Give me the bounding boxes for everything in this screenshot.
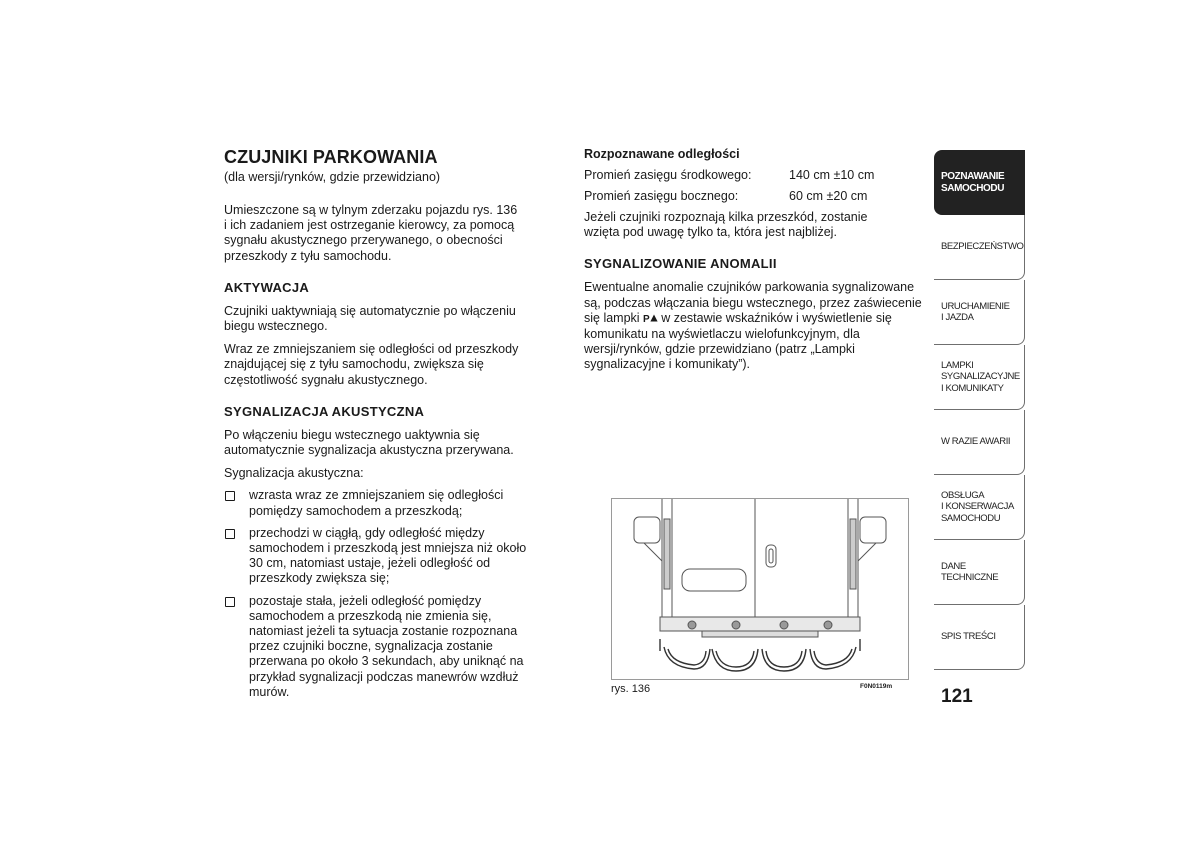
list-item: przechodzi w ciągłą, gdy odległość między samochodem i przeszkodą jest mniejsza niż około 30 cm, natomiast ustaje, jeżeli odległość od przeszkody zwiększa się; — [224, 526, 554, 587]
tab-obsluga-i-konserwacja[interactable]: OBSŁUGA I KONSERWACJA SAMOCHODU — [934, 475, 1025, 540]
acoustic-bullet-list — [224, 488, 554, 700]
list-item: wzrasta wraz ze zmniejszaniem się odległości pomiędzy samochodem a przeszkodą; — [224, 488, 554, 518]
page-subtitle: (dla wersji/rynków, gdzie przewidziano) — [224, 170, 441, 184]
list-item: pozostaje stała, jeżeli odległość pomiędzy samochodem a przeszkodą nie zmienia się, natomiast jeżeli ta sytuacja zostanie rozpoznana przez czujniki boczne, sygnalizacja zostanie przerwana po około 3 sekundach, aby uniknąć na przykład sygnalizacji podczas manewrów wzdłuż murów. — [224, 594, 554, 700]
tab-lampki-sygnalizacyjne[interactable]: LAMPKI SYGNALIZACYJNE I KOMUNIKATY — [934, 345, 1025, 410]
chapter-tab-bar — [934, 150, 1025, 670]
activation-paragraph-1: Czujniki uaktywniają się automatycznie po włączeniu biegu wstecznego. — [224, 303, 516, 334]
anomalies-paragraph: Ewentualne anomalie czujników parkowania sygnalizowane są, podczas włączania biegu wstecznego, przez zaświecenie się lampki P w zestawie wskaźników i wyświetlenie się komunikatu na wyświetlaczu wielofunkcyjnym, dla wersji/rynków, gdzie przewidziano (patrz „Lampki sygnalizacyjne i komunikaty”). — [584, 280, 922, 372]
checkbox-square-icon — [225, 597, 235, 607]
activation-heading: AKTYWACJA — [224, 279, 310, 295]
distances-note: Jeżeli czujniki rozpoznają kilka przeszkód, zostanie wzięta pod uwagę tylko ta, która jest najbliżej. — [584, 210, 868, 240]
checkbox-square-icon — [225, 491, 235, 501]
distance-row: Promień zasięgu środkowego: 140 cm ±10 cm — [584, 168, 875, 182]
acoustic-paragraph-1: Po włączeniu biegu wstecznego uaktywnia się automatycznie sygnalizacja akustyczna przerywana. — [224, 427, 514, 458]
van-rear-illustration — [611, 498, 909, 680]
tab-bezpieczenstwo[interactable]: BEZPIECZEŃSTWO — [934, 215, 1025, 280]
tab-uruchamienie-i-jazda[interactable]: URUCHAMIENIE I JAZDA — [934, 280, 1025, 345]
distance-row: Promień zasięgu bocznego: 60 cm ±20 cm — [584, 189, 868, 203]
tab-spis-tresci[interactable]: SPIS TREŚCI — [934, 605, 1025, 670]
distances-heading: Rozpoznawane odległości — [584, 147, 740, 161]
parking-sensor-warning-icon: P — [643, 312, 658, 327]
middle-column — [584, 146, 924, 373]
tab-poznawanie-samochodu[interactable]: POZNAWANIE SAMOCHODU — [934, 150, 1025, 215]
activation-paragraph-2: Wraz ze zmniejszaniem się odległości od przeszkody znajdującej się z tyłu samochodu, zwiększa się częstotliwość sygnału akustycznego. — [224, 342, 519, 387]
left-column — [224, 146, 554, 700]
acoustic-paragraph-2: Sygnalizacja akustyczna: — [224, 466, 364, 481]
anomalies-heading: SYGNALIZOWANIE ANOMALII — [584, 256, 777, 272]
figure-code: F0N0119m — [860, 683, 893, 690]
page-title: CZUJNIKI PARKOWANIA — [224, 147, 438, 167]
van-rear-sensors-drawing — [612, 499, 908, 679]
intro-paragraph: Umieszczone są w tylnym zderzaku pojazdu rys. 136 i ich zadaniem jest ostrzeganie kierowcy, za pomocą sygnału akustycznego przerywanego, o obecności przeszkody z tyłu samochodu. — [224, 203, 518, 263]
tab-dane-techniczne[interactable]: DANE TECHNICZNE — [934, 540, 1025, 605]
tab-w-razie-awarii[interactable]: W RAZIE AWARII — [934, 410, 1025, 475]
acoustic-heading: SYGNALIZACJA AKUSTYCZNA — [224, 403, 425, 419]
page-number: 121 — [941, 686, 973, 707]
checkbox-square-icon — [225, 529, 235, 539]
figure-caption: rys. 136 — [611, 683, 651, 695]
